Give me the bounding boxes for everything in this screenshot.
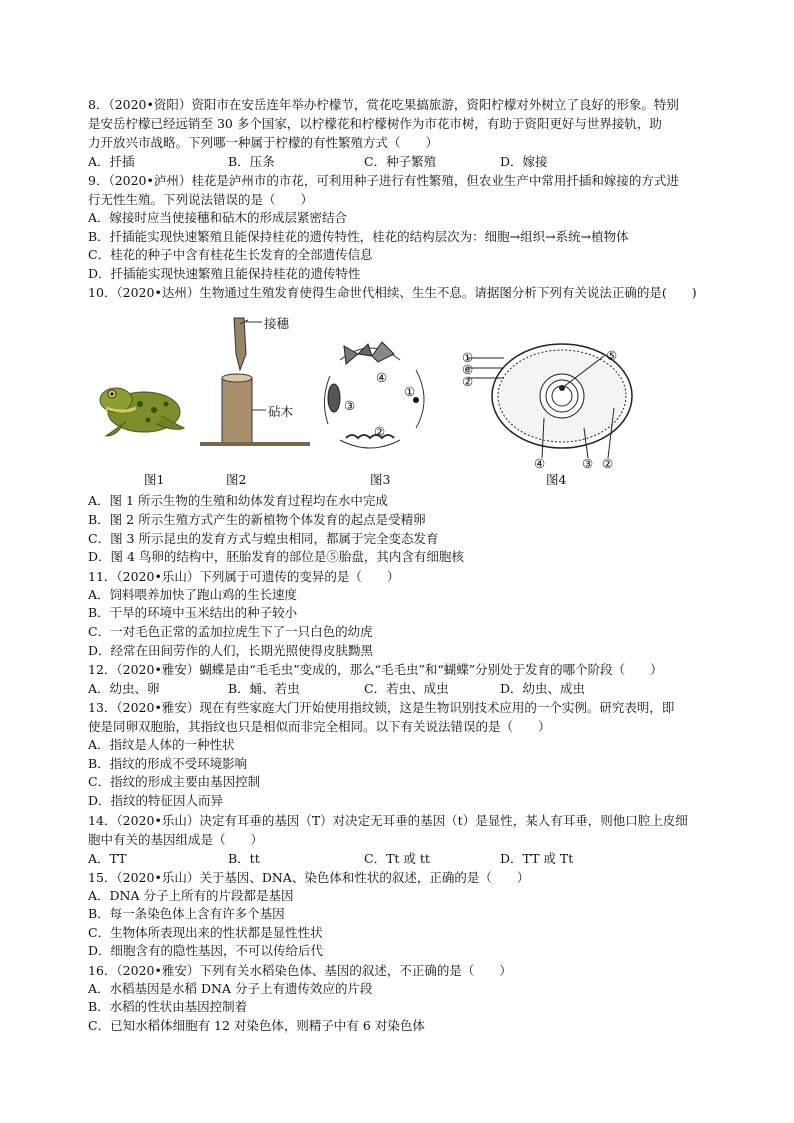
q16-stem: 16．（2020•雅安）下列有关水稻染色体、基因的叙述，不正确的是（ ） bbox=[88, 962, 512, 978]
q13-option-b: B．指纹的形成不受环境影响 bbox=[88, 755, 248, 771]
q14-option-b: B．tt bbox=[228, 850, 260, 866]
q10-option-a: A．图 1 所示生物的生殖和幼体发育过程均在水中完成 bbox=[88, 493, 388, 509]
grafting-illustration bbox=[200, 314, 310, 450]
q12-option-d: D．幼虫、成虫 bbox=[500, 681, 586, 697]
q15-stem: 15．（2020•乐山）关于基因、DNA、染色体和性状的叙述，正确的是（ ） bbox=[88, 869, 530, 885]
q11-option-a: A．饲料喂养加快了跑山鸡的生长速度 bbox=[88, 586, 298, 602]
q13-option-c: C．指纹的形成主要由基因控制 bbox=[88, 774, 261, 790]
q14-stem-1: 14．（2020•乐山）决定有耳垂的基因（T）对决定无耳垂的基因（t）是显性，某人有耳垂，则他口腔上皮细 bbox=[88, 812, 688, 828]
q12-option-c: C．若虫、成虫 bbox=[364, 681, 449, 697]
q14-options bbox=[88, 849, 708, 868]
q10-option-c: C．图 3 所示昆虫的发育方式与蝗虫相同，都属于完全变态发育 bbox=[88, 530, 439, 546]
q16-option-c: C．已知水稻体细胞有 12 对染色体，则精子中有 6 对染色体 bbox=[88, 1018, 425, 1034]
q14-option-c: C．Tt 或 tt bbox=[364, 850, 430, 866]
fig2-caption: 图2 bbox=[226, 472, 247, 488]
q15-option-a: A．DNA 分子上所有的片段都是基因 bbox=[88, 887, 294, 903]
q9-option-a: A．嫁接时应当使接穗和砧木的形成层紧密结合 bbox=[88, 210, 348, 225]
fig3-number-4: ④ bbox=[376, 370, 388, 386]
q12-options bbox=[88, 679, 708, 698]
fig3-number-1: ① bbox=[404, 384, 416, 400]
q11-option-b: B．干旱的环境中玉米结出的种子较小 bbox=[88, 605, 298, 621]
q8-option-b: B．压条 bbox=[228, 154, 275, 169]
scion-label: 接穗 bbox=[264, 316, 290, 332]
q8-stem-2: 是安岳柠檬已经远销至 30 多个国家，以柠檬花和柠檬树作为市花市树，有助于资阳更好与世界接轨，助 bbox=[88, 116, 662, 131]
q14-stem-2: 胞中有关的基因组成是（ ） bbox=[88, 831, 264, 847]
fig4-number-2: ② bbox=[462, 374, 474, 390]
q9-option-c: C．桂花的种子中含有桂花生长发育的全部遗传信息 bbox=[88, 247, 373, 263]
q8-option-a: A．扦插 bbox=[88, 154, 135, 169]
fig4-number-5: ⑤ bbox=[606, 348, 618, 364]
q8-option-c: C．种子繁殖 bbox=[364, 154, 437, 169]
q16-option-b: B．水稻的性状由基因控制着 bbox=[88, 999, 248, 1015]
fig1-caption: 图1 bbox=[144, 472, 165, 488]
q12-option-b: B．蛹、若虫 bbox=[228, 681, 300, 697]
stock-label: 砧木 bbox=[268, 404, 294, 420]
q8-stem-1: 8．（2020•资阳）资阳市在安岳连年举办柠檬节，赏花吃果搞旅游，资阳柠檬对外树立了良好的形象。特别 bbox=[88, 97, 679, 112]
question-page bbox=[88, 95, 708, 1036]
q8-stem-3: 力开放兴市战略。下列哪一种属于柠檬的有性繁殖方式（ ） bbox=[88, 135, 439, 150]
q10-option-b: B．图 2 所示生殖方式产生的新植物个体发育的起点是受精卵 bbox=[88, 511, 426, 527]
q15-option-c: C．生物体所表现出来的性状都是显性性状 bbox=[88, 924, 323, 940]
q9-stem-1: 9．（2020•泸州）桂花是泸州市的市花，可利用种子进行有性繁殖，但农业生产中常用扦插和嫁接的方式进 bbox=[88, 173, 679, 188]
q15-option-b: B．每一条染色体上含有许多个基因 bbox=[88, 906, 285, 922]
frog-illustration bbox=[96, 370, 188, 440]
fig4-caption: 图4 bbox=[546, 472, 567, 488]
q8-options bbox=[88, 152, 708, 171]
q9-option-b: B．扦插能实现快速繁殖且能保持桂花的遗传特性，桂花的结构层次为：细胞→组织→系统→植物体 bbox=[88, 228, 629, 244]
q13-option-a: A．指纹是人体的一种性状 bbox=[88, 737, 235, 753]
q16-option-a: A．水稻基因是水稻 DNA 分子上有遗传效应的片段 bbox=[88, 980, 373, 996]
fig4-number-3: ③ bbox=[582, 456, 594, 472]
q11-stem: 11．（2020•乐山）下列属于可遗传的变异的是（ ） bbox=[88, 568, 400, 584]
q13-stem-2: 使是同卵双胞胎，其指纹也只是相似而非完全相同。以下有关说法错误的是（ ） bbox=[88, 719, 551, 735]
q10-option-d: D．图 4 鸟卵的结构中，胚胎发育的部位是⑤胎盘，其内含有细胞核 bbox=[88, 549, 464, 565]
q15-option-d: D．细胞含有的隐性基因，不可以传给后代 bbox=[88, 943, 324, 959]
q9-option-d: D．扦插能实现快速繁殖且能保持桂花的遗传特性 bbox=[88, 265, 361, 281]
q14-option-d: D．TT 或 Tt bbox=[500, 850, 574, 866]
fig4-number-4: ④ bbox=[534, 456, 546, 472]
q12-option-a: A．幼虫、卵 bbox=[88, 681, 160, 697]
fig3-caption: 图3 bbox=[370, 472, 391, 488]
fig3-number-2: ② bbox=[374, 424, 386, 440]
q11-option-c: C．一对毛色正常的孟加拉虎生下了一只白色的幼虎 bbox=[88, 623, 373, 639]
q13-option-d: D．指纹的特征因人而异 bbox=[88, 792, 224, 808]
q13-stem-1: 13．（2020•雅安）现在有些家庭大门开始使用指纹锁，这是生物识别技术应用的一个实例。研究表明，即 bbox=[88, 700, 675, 716]
q14-option-a: A．TT bbox=[88, 850, 127, 866]
fig4-number-1: ① bbox=[462, 350, 474, 366]
q10-stem: 10．（2020•达州）生物通过生殖发育使得生命世代相续、生生不息。请据图分析下列有关说法正确的是( ) bbox=[88, 285, 697, 301]
q12-stem: 12．（2020•雅安）蝴蝶是由“毛毛虫”变成的，那么“毛毛虫”和“蝴蝶”分别处于发育的哪个阶段（ ） bbox=[88, 662, 663, 678]
q10-figures bbox=[88, 304, 708, 490]
q8-option-d: D．嫁接 bbox=[500, 154, 548, 169]
fig3-number-3: ③ bbox=[344, 398, 356, 414]
q9-stem-2: 行无性生殖。下列说法错误的是（ ） bbox=[88, 192, 314, 207]
q11-option-d: D．经常在田间劳作的人们，长期光照使得皮肤黝黑 bbox=[88, 642, 374, 658]
fig4-number-6: ⑥ bbox=[462, 362, 474, 378]
fig4-number-2b: ② bbox=[602, 456, 614, 472]
